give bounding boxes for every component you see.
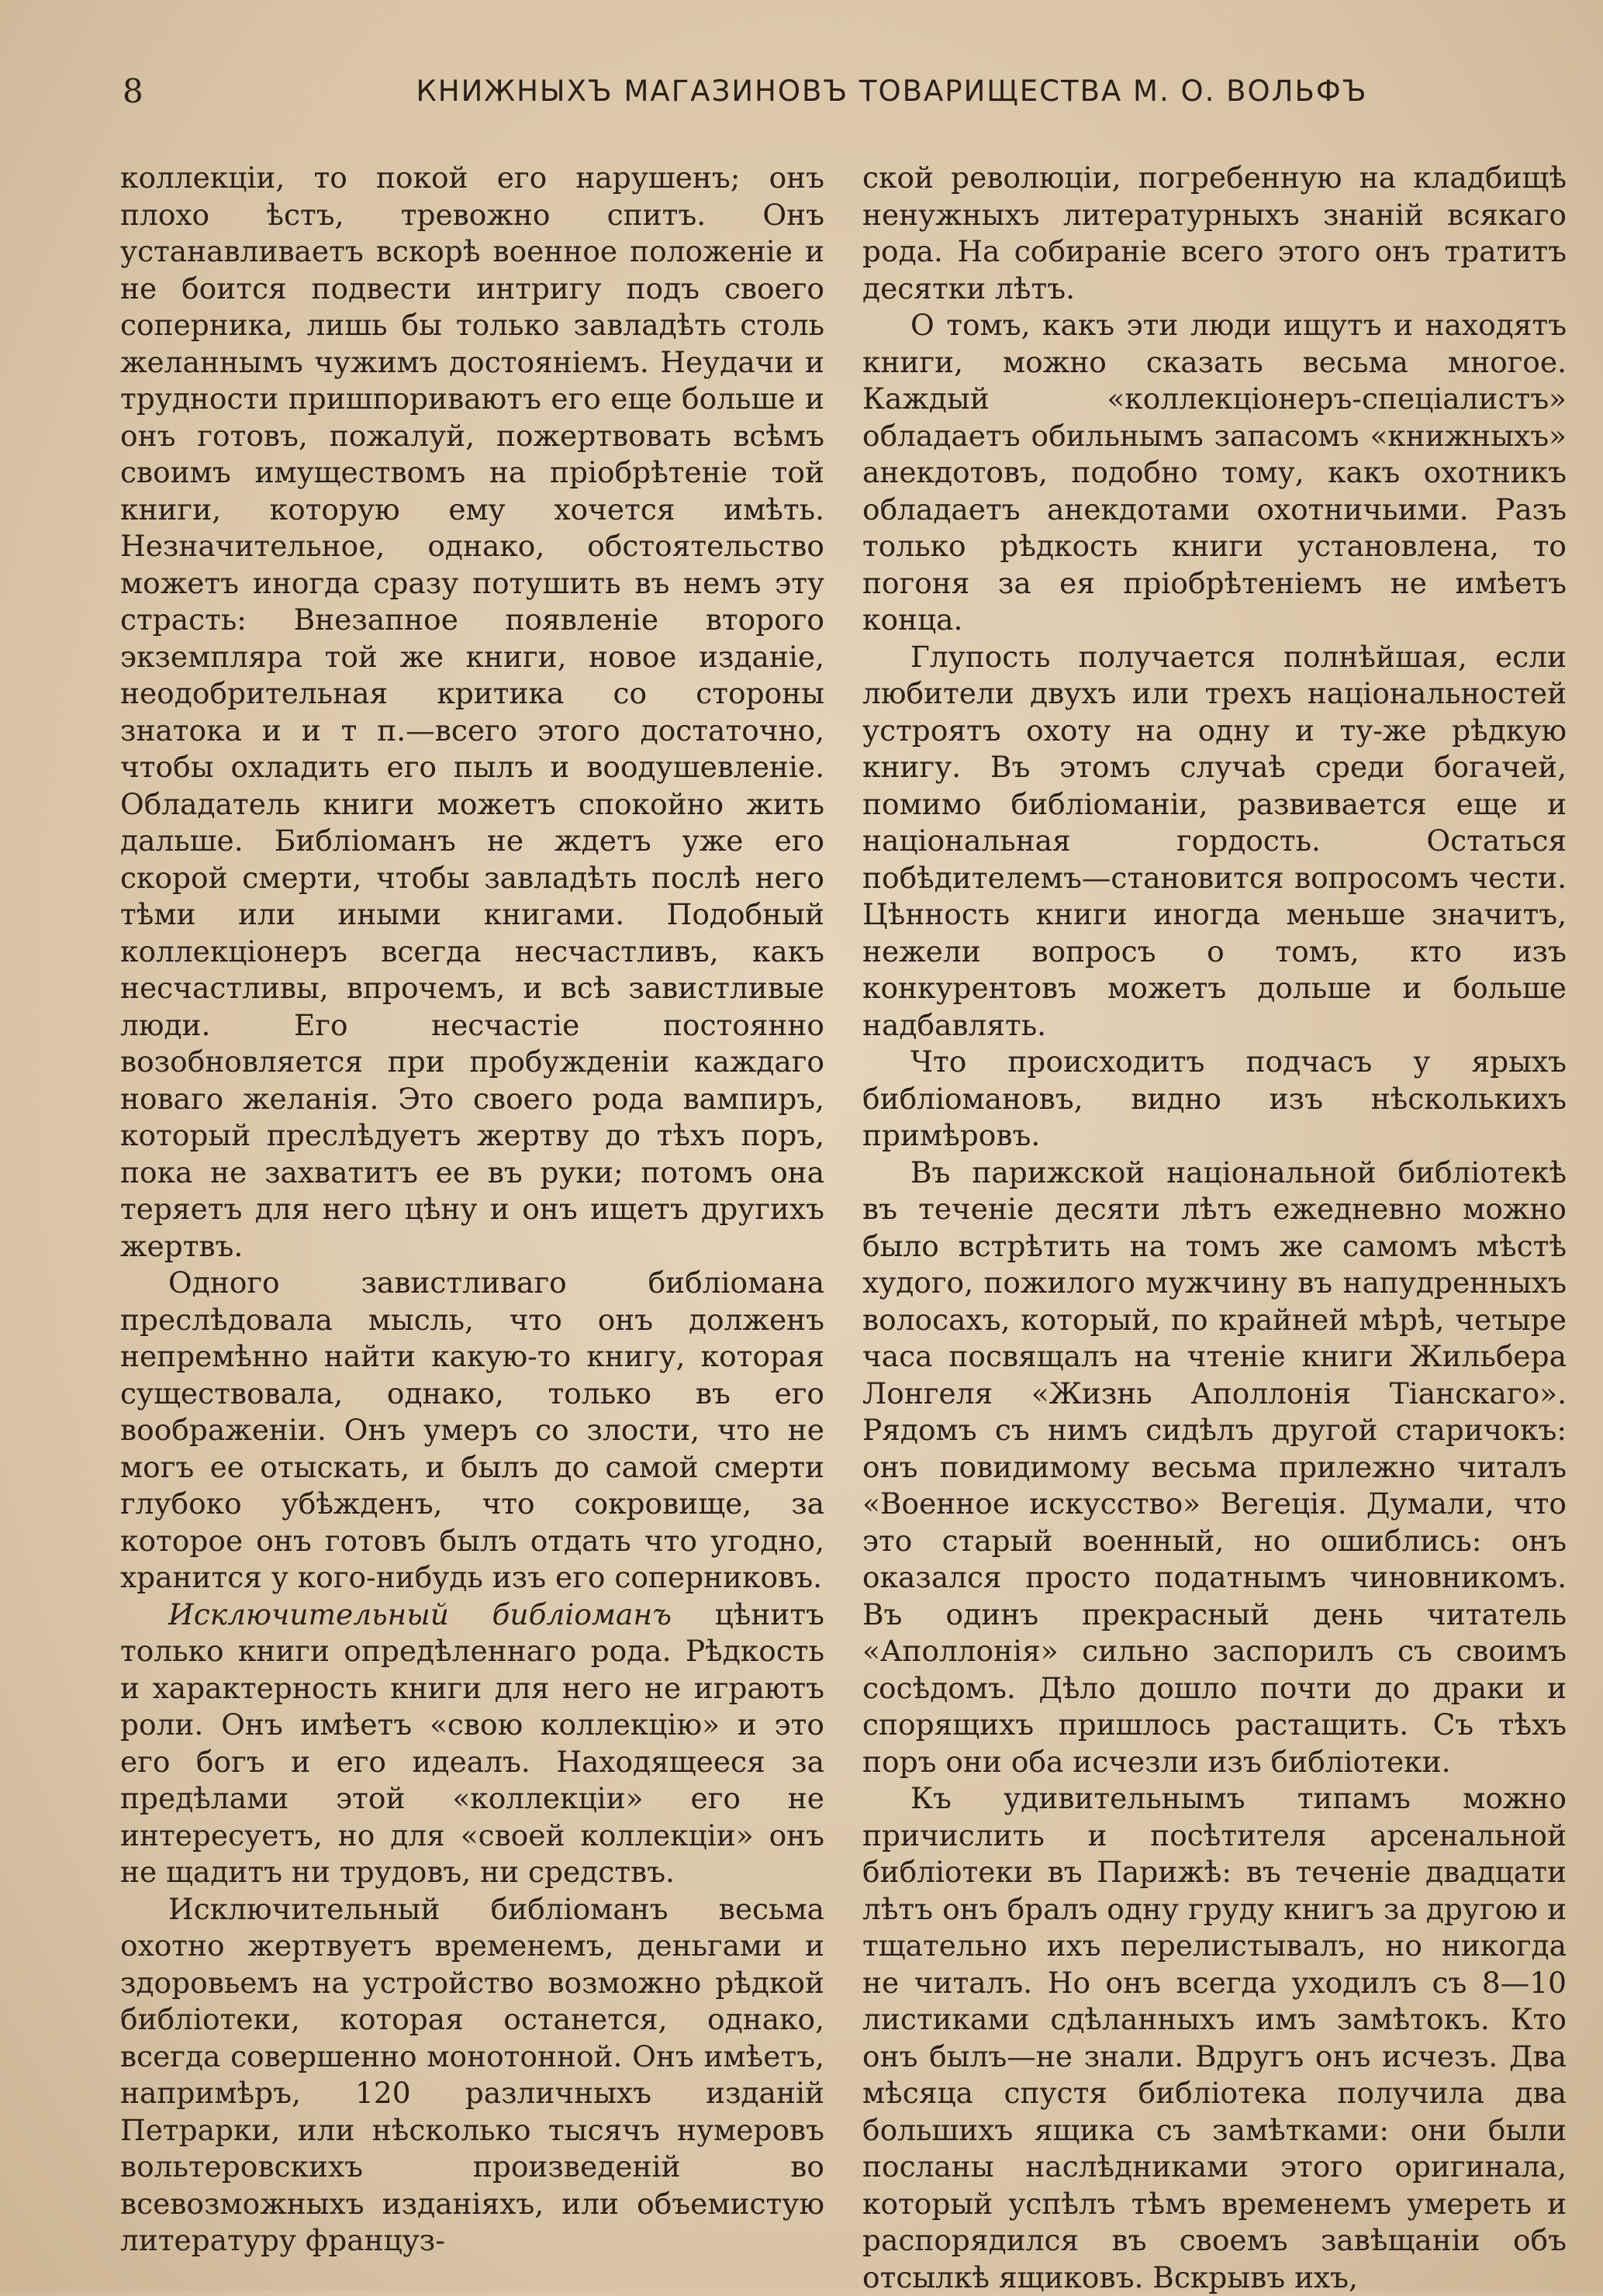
paragraph: ской революціи, погребенную на кладбищѣ ненужныхъ литературныхъ знаній всякаго рода. На собираніе всего этого онъ тратитъ десятки лѣтъ. xyxy=(862,161,1567,306)
paragraph: Къ удивительнымъ типамъ можно причислить и посѣтителя арсенальной библіотеки въ Парижѣ: въ теченіе двадцати лѣтъ онъ бралъ одну груду книгъ за другою и тщательно ихъ перелистывалъ, но никогда не читалъ. Но онъ всегда уходилъ съ 8—10 листиками сдѣланныхъ имъ замѣтокъ. Кто онъ былъ—не знали. Вдругъ онъ исчезъ. Два мѣсяца спустя библіотека получила два большихъ ящика съ замѣтками: они были посланы наслѣдниками этого оригинала, который успѣлъ тѣмъ временемъ умереть и распорядился въ своемъ завѣщаніи объ отсылкѣ ящиковъ. Вскрывъ ихъ, xyxy=(862,1781,1567,2294)
paragraph: Въ парижской національной библіотекѣ въ теченіе десяти лѣтъ ежедневно можно было встрѣтить на томъ же самомъ мѣстѣ худого, пожилого мужчину въ напудренныхъ волосахъ, который, по крайней мѣрѣ, четыре часа посвящалъ на чтеніе книги Жильбера Лонгеля «Жизнь Аполлонія Тіанскаго». Рядомъ съ нимъ сидѣлъ другой старичокъ: онъ повидимому весьма прилежно читалъ «Военное искусство» Вегеція. Думали, что это старый военный, но ошиблись: онъ оказался просто податнымъ чиновникомъ. Въ одинъ прекрасный день читатель «Аполлонія» сильно заспорилъ съ своимъ сосѣдомъ. Дѣло дошло почти до драки и спорящихъ пришлось растащить. Съ тѣхъ поръ они оба исчезли изъ библіотеки. xyxy=(862,1155,1567,1779)
paragraph-text: цѣнитъ только книги опредѣленнаго рода. Рѣдкость и характерность книги для него не играютъ роли. Онъ имѣетъ «свою коллекцію» и это его богъ и его идеалъ. Находящееся за предѣлами этой «коллекціи» его не интересуетъ, но для «своей коллекціи» онъ не щадитъ ни трудовъ, ни средствъ. xyxy=(120,1597,824,1889)
paragraph xyxy=(120,1597,824,1891)
paragraph: Что происходитъ подчасъ у ярыхъ библіомановъ, видно изъ нѣсколькихъ примѣровъ. xyxy=(862,1044,1567,1152)
right-column xyxy=(862,160,1567,2294)
paragraph: О томъ, какъ эти люди ищутъ и находятъ книги, можно сказать весьма многое. Каждый «коллекціонеръ-спеціалистъ» обладаетъ обильнымъ запасомъ «книжныхъ» анекдотовъ, подобно тому, какъ охотникъ обладаетъ анекдотами охотничьими. Разъ только рѣдкость книги установлена, то погоня за ея пріобрѣтеніемъ не имѣетъ конца. xyxy=(862,308,1567,637)
paragraph: Исключительный библіоманъ весьма охотно жертвуетъ временемъ, деньгами и здоровьемъ на устройство возможно рѣдкой библіотеки, которая останется, однако, всегда совершенно монотонной. Онъ имѣетъ, напримѣръ, 120 различныхъ изданій Петрарки, или нѣсколько тысячъ нумеровъ вольтеровскихъ произведеній во всевозможныхъ изданіяхъ, или объемистую литературу француз- xyxy=(120,1891,824,2257)
page-header xyxy=(109,68,1567,115)
running-title: КНИЖНЫХЪ МАГАЗИНОВЪ ТОВАРИЩЕСТВА М. О. ВОЛЬФЪ xyxy=(416,74,1368,108)
paragraph: Одного завистливаго библіомана преслѣдовала мысль, что онъ долженъ непремѣнно найти какую-то книгу, которая существовала, однако, только въ его воображеніи. Онъ умеръ со злости, что не могъ ее отыскать, и былъ до самой смерти глубоко убѣжденъ, что сокровище, за которое онъ готовъ былъ отдать что угодно, хранится у кого-нибудь изъ его соперниковъ. xyxy=(120,1265,824,1594)
paragraph: Глупость получается полнѣйшая, если любители двухъ или трехъ національностей устроятъ охоту на одну и ту-же рѣдкую книгу. Въ этомъ случаѣ среди богачей, помимо библіоманіи, развивается еще и національная гордость. Остаться побѣдителемъ—становится вопросомъ чести. Цѣнность книги иногда меньше значитъ, нежели вопросъ о томъ, кто изъ конкурентовъ можетъ дольше и больше надбавлять. xyxy=(862,639,1567,1042)
left-column xyxy=(120,160,824,2257)
paragraph: коллекціи, то покой его нарушенъ; онъ плохо ѣстъ, тревожно спитъ. Онъ устанавливаетъ вскорѣ военное положеніе и не боится подвести интригу подъ своего соперника, лишь бы только завладѣть столь желаннымъ чужимъ достояніемъ. Неудачи и трудности пришпориваютъ его еще больше и онъ готовъ, пожалуй, пожертвовать всѣмъ своимъ имуществомъ на пріобрѣтеніе той книги, которую ему хочется имѣть. Незначительное, однако, обстоятельство можетъ иногда сразу потушить въ немъ эту страсть: Внезапное появленіе второго экземпляра той же книги, новое изданіе, неодобрительная критика со стороны знатока и и т п.—всего этого достаточно, чтобы охладить его пылъ и воодушевленіе. Обладатель книги можетъ спокойно жить дальше. Библіоманъ не ждетъ уже его скорой смерти, чтобы завладѣть послѣ него тѣми или иными книгами. Подобный коллекціонеръ всегда несчастливъ, какъ несчастливы, впрочемъ, и всѣ завистливые люди. Его несчастіе постоянно возобновляется при пробужденіи каждаго новаго желанія. Это своего рода вампиръ, который преслѣдуетъ жертву до тѣхъ поръ, пока не захватитъ ее въ руки; потомъ она теряетъ для него цѣну и онъ ищетъ другихъ жертвъ. xyxy=(120,161,824,1263)
italic-term: Исключительный библіоманъ xyxy=(168,1597,672,1631)
page-number: 8 xyxy=(123,72,143,110)
